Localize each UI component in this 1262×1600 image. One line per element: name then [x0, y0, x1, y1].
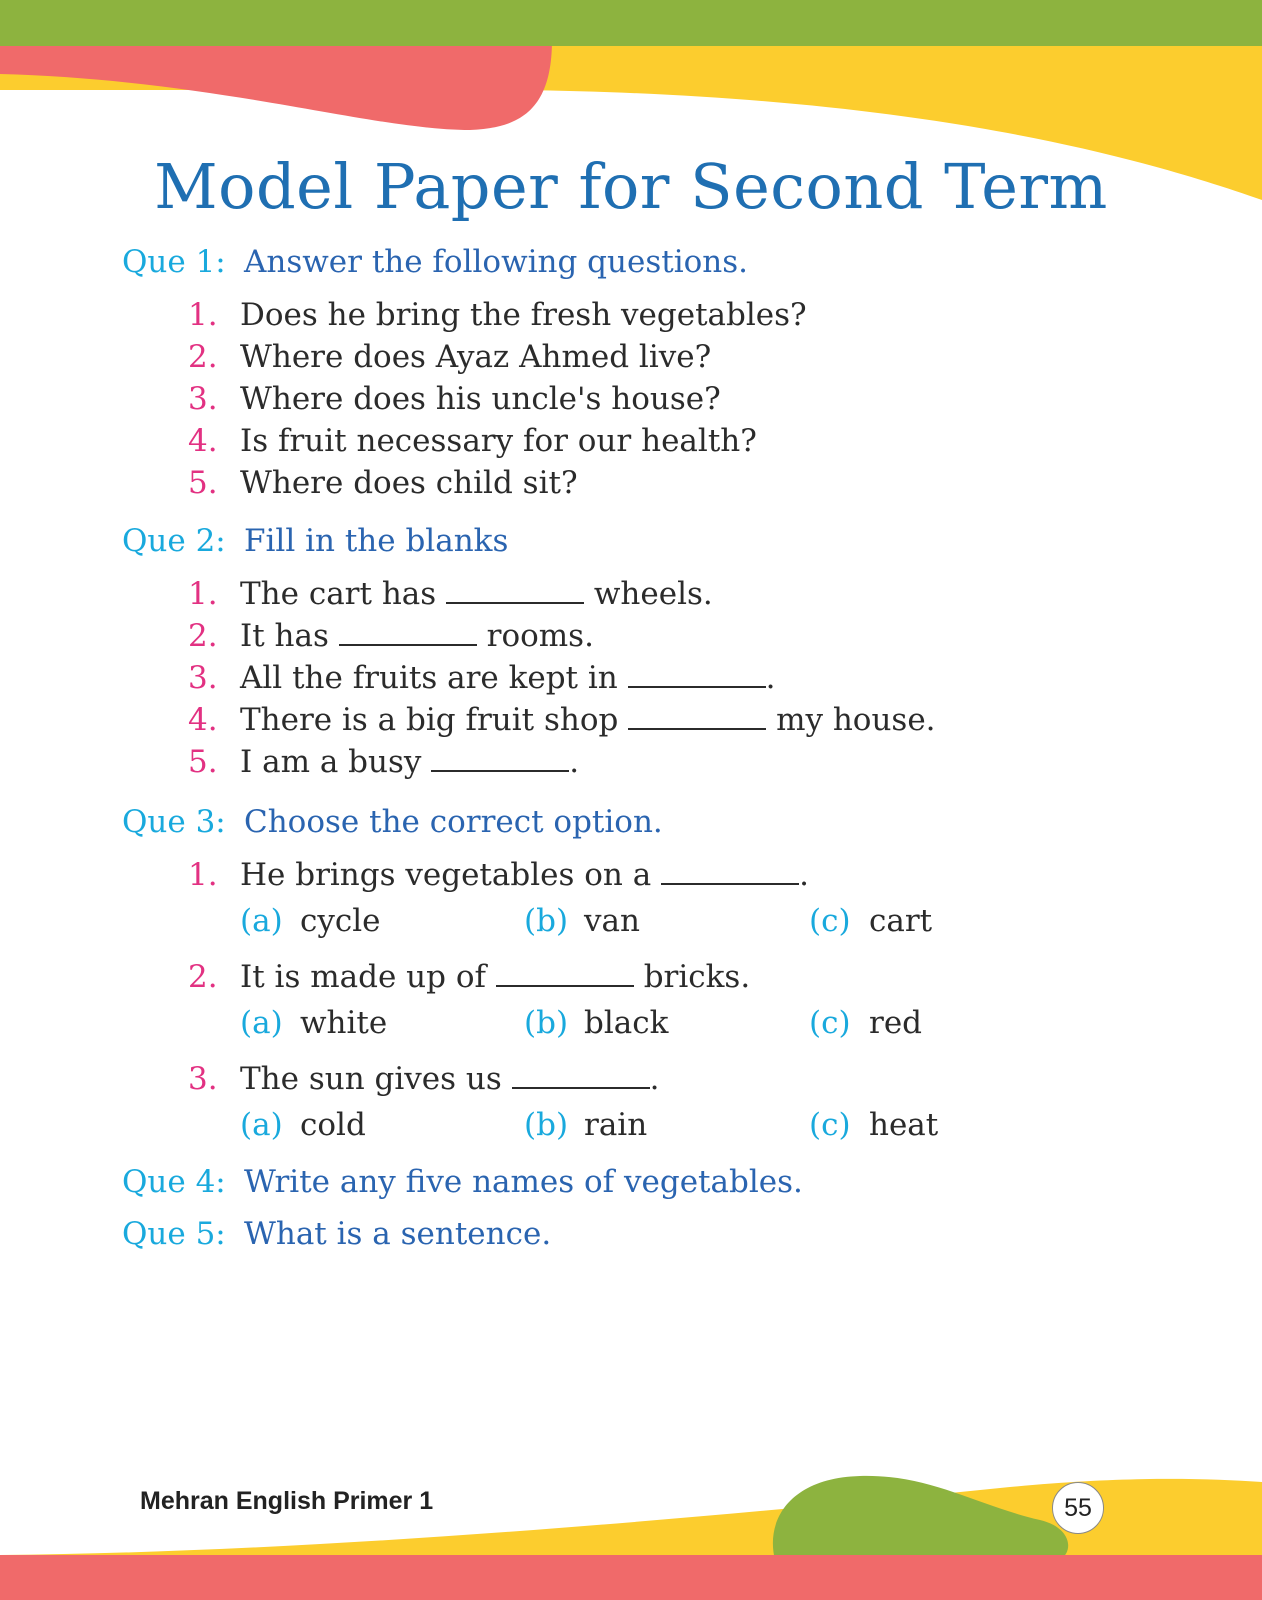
- option-text: red: [869, 1005, 923, 1041]
- option-a: [240, 1005, 387, 1041]
- item-number: 1.: [188, 576, 218, 612]
- list-item: [188, 423, 757, 459]
- item-text: It is made up of: [240, 959, 486, 995]
- item-text-after: bricks.: [643, 959, 751, 995]
- list-item: [188, 744, 579, 780]
- option-letter: (a): [240, 903, 283, 939]
- list-item: [188, 576, 713, 612]
- question-label: Que 5:: [122, 1216, 226, 1252]
- item-number: 2.: [188, 959, 218, 995]
- option-c: [809, 903, 932, 939]
- option-b: [524, 1107, 647, 1143]
- answer-blank: [339, 618, 477, 646]
- question-text: Answer the following questions.: [244, 244, 749, 280]
- item-number: 2.: [188, 618, 218, 654]
- item-text: He brings vegetables on a: [240, 857, 652, 893]
- item-text: There is a big fruit shop: [240, 702, 619, 738]
- question-label: Que 2:: [122, 523, 226, 559]
- option-text: cart: [869, 903, 933, 939]
- item-number: 3.: [188, 381, 218, 417]
- option-b: [524, 903, 640, 939]
- footer-red-band: [0, 1555, 1262, 1600]
- list-item: [188, 702, 936, 738]
- item-number: 1.: [188, 857, 218, 893]
- list-item: [188, 465, 578, 501]
- question-label: Que 4:: [122, 1164, 226, 1200]
- option-letter: (c): [809, 1107, 851, 1143]
- answer-blank: [628, 702, 766, 730]
- answer-blank: [446, 576, 584, 604]
- option-b: [524, 1005, 668, 1041]
- item-number: 5.: [188, 465, 218, 501]
- item-number: 4.: [188, 423, 218, 459]
- list-item: [188, 381, 721, 417]
- option-letter: (a): [240, 1107, 283, 1143]
- item-text-after: rooms.: [486, 618, 594, 654]
- item-text: Where does his uncle's house?: [240, 381, 721, 417]
- answer-blank: [628, 660, 766, 688]
- answer-blank: [431, 744, 569, 772]
- item-number: 3.: [188, 1061, 218, 1097]
- item-text: I am a busy: [240, 744, 422, 780]
- list-item: [188, 959, 750, 995]
- list-item: [188, 297, 807, 333]
- option-text: heat: [869, 1107, 939, 1143]
- item-text: Where does Ayaz Ahmed live?: [240, 339, 712, 375]
- list-item: [188, 339, 711, 375]
- answer-blank: [661, 857, 799, 885]
- page-number: 55: [1052, 1482, 1104, 1534]
- option-text: white: [300, 1005, 388, 1041]
- item-text: Does he bring the fresh vegetables?: [240, 297, 807, 333]
- option-text: van: [584, 903, 640, 939]
- option-a: [240, 903, 381, 939]
- answer-blank: [496, 959, 634, 987]
- item-text: Where does child sit?: [240, 465, 578, 501]
- list-item: [188, 660, 775, 696]
- item-number: 5.: [188, 744, 218, 780]
- item-text: All the fruits are kept in: [240, 660, 618, 696]
- question-2: [122, 523, 508, 559]
- item-text: The sun gives us: [240, 1061, 502, 1097]
- book-title: Mehran English Primer 1: [140, 1487, 434, 1515]
- question-text: What is a sentence.: [244, 1216, 552, 1252]
- option-letter: (b): [524, 903, 569, 939]
- option-c: [809, 1107, 938, 1143]
- item-number: 3.: [188, 660, 218, 696]
- option-letter: (c): [809, 1005, 851, 1041]
- option-text: black: [584, 1005, 669, 1041]
- question-text: Write any five names of vegetables.: [244, 1164, 803, 1200]
- item-text-after: .: [765, 660, 776, 696]
- answer-blank: [512, 1061, 650, 1089]
- question-text: Choose the correct option.: [244, 804, 663, 840]
- option-text: cycle: [300, 903, 381, 939]
- option-c: [809, 1005, 922, 1041]
- option-letter: (b): [524, 1107, 569, 1143]
- question-label: Que 3:: [122, 804, 226, 840]
- item-text-after: .: [799, 857, 809, 893]
- question-5: [122, 1216, 551, 1252]
- question-3: [122, 804, 663, 840]
- item-text-after: wheels.: [593, 576, 713, 612]
- item-text-after: my house.: [776, 702, 936, 738]
- item-text: It has: [240, 618, 329, 654]
- item-text: The cart has: [240, 576, 437, 612]
- question-1: [122, 244, 748, 280]
- question-text: Fill in the blanks: [244, 523, 509, 559]
- option-letter: (b): [524, 1005, 569, 1041]
- item-number: 1.: [188, 297, 218, 333]
- option-a: [240, 1107, 366, 1143]
- option-text: cold: [300, 1107, 366, 1143]
- list-item: [188, 618, 594, 654]
- list-item: [188, 857, 809, 893]
- question-label: Que 1:: [122, 244, 226, 280]
- question-4: [122, 1164, 803, 1200]
- header-green-band: [0, 0, 1262, 46]
- option-letter: (a): [240, 1005, 283, 1041]
- item-text-after: .: [569, 744, 580, 780]
- option-text: rain: [584, 1107, 648, 1143]
- option-letter: (c): [809, 903, 851, 939]
- item-number: 2.: [188, 339, 218, 375]
- page-title: Model Paper for Second Term: [154, 150, 1108, 223]
- item-text: Is fruit necessary for our health?: [240, 423, 757, 459]
- item-text-after: .: [649, 1061, 660, 1097]
- item-number: 4.: [188, 702, 218, 738]
- list-item: [188, 1061, 660, 1097]
